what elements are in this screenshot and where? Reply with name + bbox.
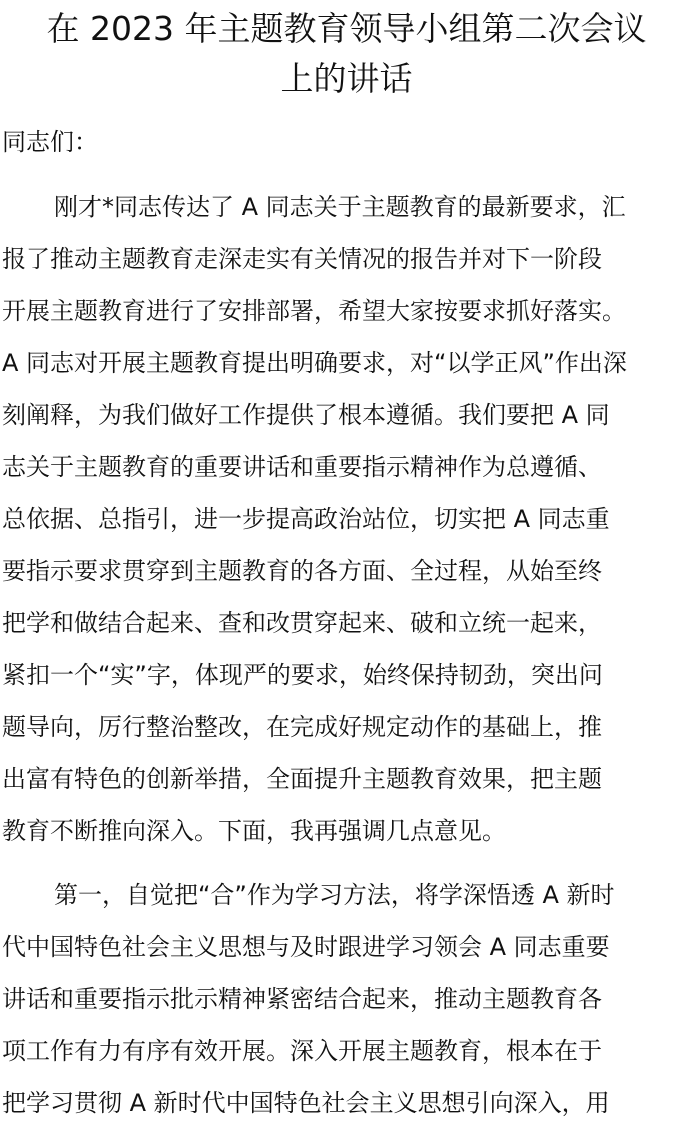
paragraph-line: 把学习贯彻 A 新时代中国特色社会主义思想引向深入，用 — [2, 1089, 610, 1117]
paragraph-line: 教育不断推向深入。下面，我再强调几点意见。 — [2, 817, 506, 845]
paragraph-line: 讲话和重要指示批示精神紧密结合起来，推动主题教育各 — [2, 985, 602, 1013]
paragraph-line: 总依据、总指引，进一步提高政治站位，切实把 A 同志重 — [2, 505, 610, 533]
paragraph-line: 报了推动主题教育走深走实有关情况的报告并对下一阶段 — [2, 245, 602, 273]
title-line: 在 2023 年主题教育领导小组第二次会议 — [46, 9, 647, 48]
paragraph-line: 开展主题教育进行了安排部署，希望大家按要求抓好落实。 — [2, 297, 626, 325]
paragraph-line: 刻阐释，为我们做好工作提供了根本遵循。我们要把 A 同 — [2, 401, 610, 429]
paragraph-line: 把学和做结合起来、查和改贯穿起来、破和立统一起来， — [2, 609, 602, 637]
paragraph-2 — [2, 869, 693, 1129]
document-title — [0, 4, 693, 104]
paragraph-line: 题导向，厉行整治整改，在完成好规定动作的基础上，推 — [2, 713, 602, 741]
paragraph-line: 出富有特色的创新举措，全面提升主题教育效果，把主题 — [2, 765, 602, 793]
paragraph-line: A 同志对开展主题教育提出明确要求，对“以学正风”作出深 — [2, 349, 627, 377]
paragraph-line: 代中国特色社会主义思想与及时跟进学习领会 A 同志重要 — [2, 933, 610, 961]
paragraph-line: 要指示要求贯穿到主题教育的各方面、全过程，从始至终 — [2, 557, 602, 585]
paragraph-line: 项工作有力有序有效开展。深入开展主题教育，根本在于 — [2, 1037, 602, 1065]
salutation-text: 同志们： — [2, 128, 98, 156]
title-line: 上的讲话 — [280, 59, 413, 98]
paragraph-line: 紧扣一个“实”字，体现严的要求，始终保持韧劲，突出问 — [2, 661, 603, 689]
salutation — [2, 116, 693, 168]
paragraph-line: 第一，自觉把“合”作为学习方法，将学深悟透 A 新时 — [54, 881, 615, 909]
paragraph-line: 刚才*同志传达了 A 同志关于主题教育的最新要求，汇 — [54, 193, 626, 221]
paragraph-1 — [2, 181, 693, 857]
paragraph-line: 志关于主题教育的重要讲话和重要指示精神作为总遵循、 — [2, 453, 602, 481]
